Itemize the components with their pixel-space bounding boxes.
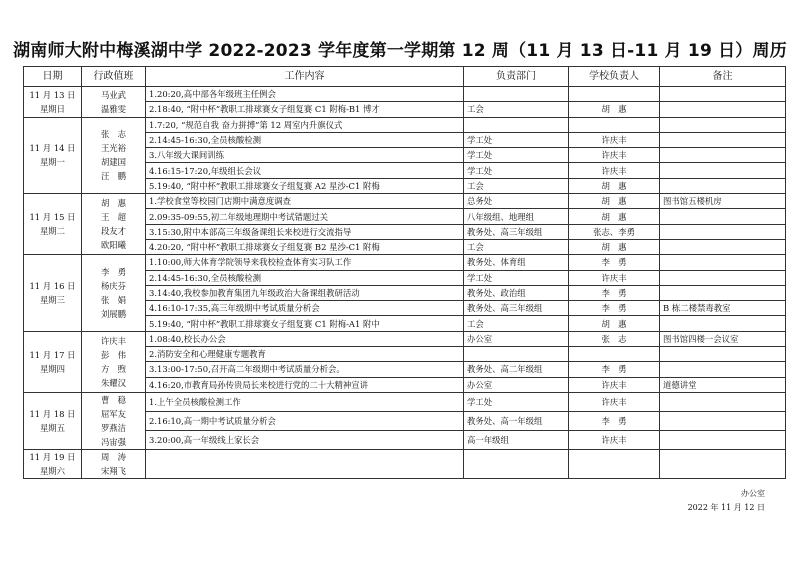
schedule-table <box>23 66 786 479</box>
header-duty: 行政值班 <box>82 67 146 87</box>
note-cell <box>660 117 786 132</box>
day-date: 11 月 18 日 <box>29 408 76 419</box>
duty-person: 王光裕 <box>100 143 127 154</box>
work-cell: 4.20:20, “附中杯”教职工排球赛女子组复赛 B2 星沙-C1 附梅 <box>146 239 464 254</box>
dept-cell: 工会 <box>464 316 569 331</box>
day-cell <box>24 331 82 392</box>
dept-cell: 办公室 <box>464 331 569 346</box>
dept-cell: 八年级组、地理组 <box>464 209 569 224</box>
leader-cell: 李 勇 <box>569 301 660 316</box>
duty-cell <box>82 449 146 478</box>
duty-person: 温雅雯 <box>100 103 127 114</box>
duty-person: 方 煦 <box>100 363 127 374</box>
work-cell: 5.19:40, “附中杯”教职工排球赛女子组复赛 C1 附梅-A1 附中 <box>146 316 464 331</box>
dept-cell <box>464 87 569 102</box>
day-weekday: 星期一 <box>39 157 66 168</box>
note-cell <box>660 148 786 163</box>
duty-person: 宋翔飞 <box>100 465 127 476</box>
duty-person: 段友才 <box>100 226 127 237</box>
day-cell <box>24 194 82 255</box>
day-date: 11 月 19 日 <box>29 451 76 462</box>
duty-cell <box>82 194 146 255</box>
duty-person: 罗燕洁 <box>100 422 127 433</box>
dept-cell: 教务处、高一年级组 <box>464 411 569 430</box>
work-cell: 5.19:40, “附中杯”教职工排球赛女子组复赛 A2 星沙-C1 附梅 <box>146 178 464 193</box>
note-cell: 图书馆四楼一会议室 <box>660 331 786 346</box>
note-cell <box>660 132 786 147</box>
leader-cell <box>569 117 660 132</box>
note-cell <box>660 87 786 102</box>
header-dept: 负责部门 <box>464 67 569 87</box>
leader-cell: 李 勇 <box>569 362 660 377</box>
note-cell <box>660 449 786 478</box>
work-cell: 2.09:35-09:55,初二年级地理期中考试错题过关 <box>146 209 464 224</box>
leader-cell: 许庆丰 <box>569 392 660 411</box>
note-cell <box>660 255 786 270</box>
leader-cell: 胡 惠 <box>569 178 660 193</box>
leader-cell: 许庆丰 <box>569 148 660 163</box>
day-weekday: 星期六 <box>39 465 66 476</box>
work-cell: 3.14:40,我校参加教育集团九年级政治大备课组教研活动 <box>146 285 464 300</box>
dept-cell: 工会 <box>464 102 569 117</box>
duty-person: 朱耀汉 <box>100 377 127 388</box>
work-cell: 2.16:10,高一期中考试质量分析会 <box>146 411 464 430</box>
note-cell <box>660 347 786 362</box>
dept-cell: 学工处 <box>464 148 569 163</box>
header-leader: 学校负责人 <box>569 67 660 87</box>
duty-person: 王 超 <box>100 212 127 223</box>
duty-person: 曹 稳 <box>100 394 127 405</box>
day-date: 11 月 16 日 <box>29 281 76 291</box>
dept-cell: 学工处 <box>464 132 569 147</box>
note-cell <box>660 163 786 178</box>
leader-cell: 胡 惠 <box>569 316 660 331</box>
duty-person: 李 勇 <box>100 267 127 277</box>
day-cell <box>24 87 82 118</box>
page-title: 湖南师大附中梅溪湖中学 2022-2023 学年度第一学期第 12 周（11 月 13 日-11 月 19 日）周历 <box>13 41 787 61</box>
day-cell <box>24 392 82 449</box>
leader-cell: 李 勇 <box>569 411 660 430</box>
duty-cell <box>82 255 146 331</box>
leader-cell: 胡 惠 <box>569 102 660 117</box>
table-row <box>24 194 786 209</box>
day-weekday: 星期二 <box>39 226 66 237</box>
work-cell: 3.八年级大课间训练 <box>146 148 464 163</box>
duty-person: 汪 鹏 <box>100 171 127 182</box>
work-cell: 3.20:00,高一年级线上家长会 <box>146 430 464 449</box>
work-cell: 1.20:20,高中部各年级班主任例会 <box>146 87 464 102</box>
duty-person: 胡 惠 <box>100 198 127 209</box>
dept-cell: 教务处、高三年级组 <box>464 301 569 316</box>
table-row <box>24 449 786 478</box>
note-cell <box>660 430 786 449</box>
duty-cell <box>82 87 146 118</box>
table-row <box>24 255 786 270</box>
work-cell: 1.学校食堂等校园门店期中满意度调查 <box>146 194 464 209</box>
note-cell <box>660 224 786 239</box>
duty-person: 胡建国 <box>100 157 127 168</box>
leader-cell: 胡 惠 <box>569 239 660 254</box>
note-cell <box>660 285 786 300</box>
duty-person: 刘展鹏 <box>100 309 127 319</box>
leader-cell: 许庆丰 <box>569 377 660 392</box>
duty-person: 杨庆芬 <box>100 281 127 291</box>
dept-cell <box>464 347 569 362</box>
leader-cell: 张志、李勇 <box>569 224 660 239</box>
header-note: 备注 <box>660 67 786 87</box>
schedule-body <box>24 87 786 479</box>
leader-cell: 许庆丰 <box>569 163 660 178</box>
dept-cell: 工会 <box>464 178 569 193</box>
day-date: 11 月 13 日 <box>29 89 76 100</box>
work-cell: 4.16:15-17:20,年级组长会议 <box>146 163 464 178</box>
leader-cell <box>569 347 660 362</box>
day-weekday: 星期五 <box>39 422 66 433</box>
footer-office: 办公室 <box>741 489 765 498</box>
duty-person: 张 娟 <box>100 295 127 305</box>
dept-cell: 学工处 <box>464 392 569 411</box>
work-cell: 3.15:30,附中本部高三年级备课组长来校进行交流指导 <box>146 224 464 239</box>
duty-person: 冯宙强 <box>100 436 127 447</box>
duty-person: 彭 伟 <box>100 349 127 360</box>
dept-cell: 学工处 <box>464 163 569 178</box>
day-weekday: 星期三 <box>39 295 66 305</box>
duty-person: 张 志 <box>100 129 127 140</box>
note-cell <box>660 316 786 331</box>
leader-cell: 胡 惠 <box>569 209 660 224</box>
work-cell: 2.14:45-16:30,全员核酸检测 <box>146 132 464 147</box>
duty-cell <box>82 331 146 392</box>
note-cell <box>660 362 786 377</box>
work-cell: 2.消防安全和心理健康专题教育 <box>146 347 464 362</box>
work-cell: 3.13:00-17:50,召开高二年级期中考试质量分析会。 <box>146 362 464 377</box>
table-row <box>24 87 786 102</box>
note-cell <box>660 270 786 285</box>
header-work: 工作内容 <box>146 67 464 87</box>
dept-cell: 教务处、高三年级组 <box>464 224 569 239</box>
leader-cell: 胡 惠 <box>569 194 660 209</box>
note-cell <box>660 411 786 430</box>
day-weekday: 星期日 <box>39 103 66 114</box>
note-cell <box>660 239 786 254</box>
note-cell <box>660 178 786 193</box>
note-cell: 道德讲堂 <box>660 377 786 392</box>
day-cell <box>24 449 82 478</box>
note-cell: B 栋二楼禁毒教室 <box>660 301 786 316</box>
work-cell: 1.上午全员核酸检测工作 <box>146 392 464 411</box>
table-row <box>24 331 786 346</box>
leader-cell: 张 志 <box>569 331 660 346</box>
duty-person: 许庆丰 <box>100 335 127 346</box>
day-date: 11 月 15 日 <box>29 212 76 223</box>
table-row <box>24 392 786 411</box>
dept-cell: 工会 <box>464 239 569 254</box>
note-cell <box>660 392 786 411</box>
header-row <box>24 67 786 87</box>
dept-cell: 学工处 <box>464 270 569 285</box>
work-cell: 2.18:40, “附中杯”教职工排球赛女子组复赛 C1 附梅-B1 博才 <box>146 102 464 117</box>
work-cell: 1.08:40,校长办公会 <box>146 331 464 346</box>
dept-cell: 总务处 <box>464 194 569 209</box>
dept-cell: 教务处、体育组 <box>464 255 569 270</box>
leader-cell: 许庆丰 <box>569 132 660 147</box>
dept-cell <box>464 117 569 132</box>
header-date: 日期 <box>24 67 82 87</box>
note-cell <box>660 209 786 224</box>
dept-cell: 教务处、政治组 <box>464 285 569 300</box>
work-cell: 1.10:00,师大体育学院领导来我校检查体育实习队工作 <box>146 255 464 270</box>
leader-cell <box>569 449 660 478</box>
duty-cell <box>82 392 146 449</box>
work-cell <box>146 449 464 478</box>
work-cell: 1.7:20, “规范自我 奋力拼搏”第 12 周室内升旗仪式 <box>146 117 464 132</box>
dept-cell: 教务处、高二年级组 <box>464 362 569 377</box>
duty-cell <box>82 117 146 193</box>
leader-cell: 李 勇 <box>569 285 660 300</box>
footer-date: 2022 年 11 月 12 日 <box>687 503 765 512</box>
leader-cell: 许庆丰 <box>569 270 660 285</box>
dept-cell: 办公室 <box>464 377 569 392</box>
leader-cell: 许庆丰 <box>569 430 660 449</box>
day-cell <box>24 255 82 331</box>
duty-person: 欧阳曦 <box>100 240 127 251</box>
work-cell: 2.14:45-16:30,全员核酸检测 <box>146 270 464 285</box>
duty-person: 周 涛 <box>100 451 127 462</box>
leader-cell: 李 勇 <box>569 255 660 270</box>
work-cell: 4.16:20,市教育局孙传贵局长来校进行党的二十大精神宣讲 <box>146 377 464 392</box>
note-cell: 图书馆五楼机房 <box>660 194 786 209</box>
dept-cell <box>464 449 569 478</box>
day-weekday: 星期四 <box>39 363 66 374</box>
note-cell <box>660 102 786 117</box>
day-date: 11 月 17 日 <box>29 349 76 360</box>
dept-cell: 高一年级组 <box>464 430 569 449</box>
leader-cell <box>569 87 660 102</box>
duty-person: 马业武 <box>100 89 127 100</box>
duty-person: 屈军友 <box>100 408 127 419</box>
work-cell: 4.16:10-17:35,高三年级期中考试质量分析会 <box>146 301 464 316</box>
day-cell <box>24 117 82 193</box>
table-row <box>24 117 786 132</box>
day-date: 11 月 14 日 <box>29 143 76 154</box>
